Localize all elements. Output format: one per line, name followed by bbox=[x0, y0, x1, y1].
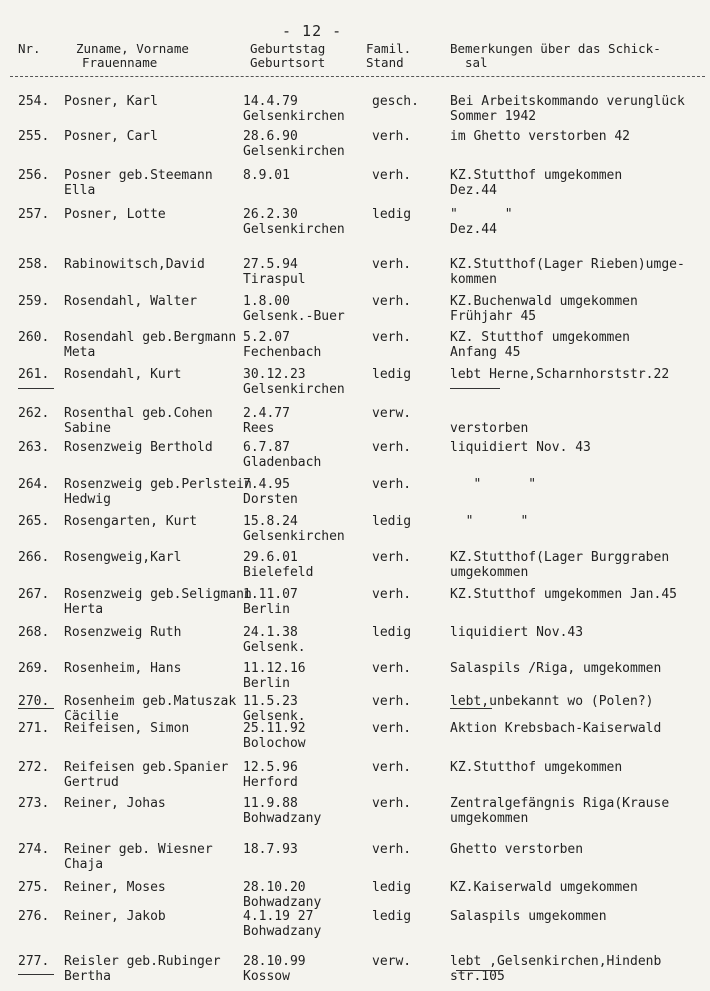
table-row bbox=[0, 367, 710, 403]
entry-name-line2: Gertrud bbox=[64, 775, 119, 790]
entry-birth-date: 11.12.16 bbox=[243, 661, 306, 676]
entry-number: 255. bbox=[18, 129, 50, 144]
entry-number: 272. bbox=[18, 760, 50, 775]
underline-mark-261 bbox=[18, 388, 54, 389]
entry-family-status: verh. bbox=[372, 796, 412, 811]
entry-birth-date: 18.7.93 bbox=[243, 842, 298, 857]
entry-remark: " " bbox=[450, 514, 529, 529]
header-stand-1: Famil. bbox=[366, 41, 412, 56]
entry-number: 268. bbox=[18, 625, 50, 640]
entry-name: Rosendahl, Walter bbox=[64, 294, 198, 309]
entry-remark: Zentralgefängnis Riga(Krause bbox=[450, 796, 670, 811]
entry-remark-line2: Anfang 45 bbox=[450, 345, 521, 360]
header-name-1: Zuname, Vorname bbox=[76, 41, 189, 56]
table-row bbox=[0, 796, 710, 832]
entry-number: 273. bbox=[18, 796, 50, 811]
entry-number: 257. bbox=[18, 207, 50, 222]
entry-birth-date: 12.5.96 bbox=[243, 760, 298, 775]
table-row bbox=[0, 330, 710, 366]
entry-name: Rosenheim geb.Matuszak bbox=[64, 694, 237, 709]
entry-name: Reiner, Moses bbox=[64, 880, 166, 895]
entry-remark-line2: umgekommen bbox=[450, 811, 529, 826]
entry-name: Rosenzweig Ruth bbox=[64, 625, 182, 640]
entry-number: 263. bbox=[18, 440, 50, 455]
table-row bbox=[0, 406, 710, 442]
entry-family-status: verh. bbox=[372, 842, 412, 857]
entry-remark-line2: Dez.44 bbox=[450, 183, 497, 198]
entry-name: Rosenzweig Berthold bbox=[64, 440, 213, 455]
entry-birth-place: Gelsenkirchen bbox=[243, 382, 345, 397]
entry-remark-line2: str.105 bbox=[450, 969, 505, 984]
entry-name: Reifeisen geb.Spanier bbox=[64, 760, 229, 775]
entry-birth-date: 1.11.07 bbox=[243, 587, 298, 602]
entry-birth-place: Berlin bbox=[243, 602, 290, 617]
entry-number: 274. bbox=[18, 842, 50, 857]
entry-number: 266. bbox=[18, 550, 50, 565]
entry-birth-date: 4.1.19 27 bbox=[243, 909, 314, 924]
entry-name: Rosendahl, Kurt bbox=[64, 367, 182, 382]
header-remarks-1: Bemerkungen über das Schick- bbox=[450, 41, 661, 56]
entry-name: Rosengarten, Kurt bbox=[64, 514, 198, 529]
entry-family-status: verh. bbox=[372, 721, 412, 736]
table-row bbox=[0, 168, 710, 204]
entry-family-status: ledig bbox=[372, 880, 412, 895]
entry-family-status: verh. bbox=[372, 477, 412, 492]
header-birth-1: Geburtstag bbox=[250, 41, 326, 56]
entry-birth-date: 28.10.20 bbox=[243, 880, 306, 895]
entry-name-line2: Hedwig bbox=[64, 492, 111, 507]
entry-number: 258. bbox=[18, 257, 50, 272]
entry-family-status: verh. bbox=[372, 330, 412, 345]
entry-family-status: ledig bbox=[372, 514, 412, 529]
entry-remark-line2: Sommer 1942 bbox=[450, 109, 537, 124]
entry-family-status: ledig bbox=[372, 207, 412, 222]
entry-remark: Aktion Krebsbach-Kaiserwald bbox=[450, 721, 662, 736]
entry-name: Reifeisen, Simon bbox=[64, 721, 190, 736]
entry-birth-date: 14.4.79 bbox=[243, 94, 298, 109]
entry-remark: Bei Arbeitskommando verunglück bbox=[450, 94, 685, 109]
entry-remark-line2: kommen bbox=[450, 272, 497, 287]
entry-birth-place: Bohwadzany bbox=[243, 895, 322, 910]
table-row bbox=[0, 207, 710, 243]
underline-mark-277-remark bbox=[456, 970, 498, 971]
entry-birth-date: 8.9.01 bbox=[243, 168, 290, 183]
entry-name: Reisler geb.Rubinger bbox=[64, 954, 221, 969]
entry-remark: " " bbox=[450, 207, 513, 222]
entry-family-status: verh. bbox=[372, 661, 412, 676]
entry-remark: KZ.Stutthof(Lager Rieben)umge- bbox=[450, 257, 685, 272]
table-row bbox=[0, 550, 710, 586]
entry-remark: KZ.Stutthof umgekommen Jan.45 bbox=[450, 587, 677, 602]
entry-birth-date: 1.8.00 bbox=[243, 294, 290, 309]
entry-birth-place: Tiraspul bbox=[243, 272, 306, 287]
entry-number: 277. bbox=[18, 954, 50, 969]
table-row bbox=[0, 721, 710, 757]
entry-birth-place: Gladenbach bbox=[243, 455, 322, 470]
entry-birth-place: Bohwadzany bbox=[243, 811, 322, 826]
entry-remark: KZ.Kaiserwald umgekommen bbox=[450, 880, 638, 895]
entry-number: 269. bbox=[18, 661, 50, 676]
entry-remark: Salaspils umgekommen bbox=[450, 909, 607, 924]
entry-name: Posner, Karl bbox=[64, 94, 158, 109]
entry-birth-place: Fechenbach bbox=[243, 345, 322, 360]
entry-birth-place: Berlin bbox=[243, 676, 290, 691]
entry-remark: Ghetto verstorben bbox=[450, 842, 584, 857]
entry-birth-date: 27.5.94 bbox=[243, 257, 298, 272]
entry-birth-place: Dorsten bbox=[243, 492, 298, 507]
entry-family-status: verh. bbox=[372, 587, 412, 602]
table-row bbox=[0, 842, 710, 878]
entry-number: 265. bbox=[18, 514, 50, 529]
entry-name: Posner, Lotte bbox=[64, 207, 166, 222]
entry-family-status: verh. bbox=[372, 129, 412, 144]
entry-name: Posner geb.Steemann bbox=[64, 168, 213, 183]
entry-family-status: gesch. bbox=[372, 94, 419, 109]
header-stand-2: Stand bbox=[366, 55, 404, 70]
entry-birth-date: 11.9.88 bbox=[243, 796, 298, 811]
header-nr: Nr. bbox=[18, 41, 41, 56]
table-row bbox=[0, 661, 710, 697]
table-row bbox=[0, 909, 710, 945]
header-rule bbox=[10, 76, 705, 77]
entry-birth-place: Gelsenk. bbox=[243, 640, 306, 655]
entry-family-status: verh. bbox=[372, 257, 412, 272]
entry-number: 262. bbox=[18, 406, 50, 421]
page-number: - 12 - bbox=[282, 22, 343, 40]
entry-remark: KZ.Buchenwald umgekommen bbox=[450, 294, 638, 309]
entry-remark: Salaspils /Riga, umgekommen bbox=[450, 661, 662, 676]
table-row bbox=[0, 514, 710, 550]
entry-birth-place: Gelsenkirchen bbox=[243, 529, 345, 544]
entry-name: Rosengweig,Karl bbox=[64, 550, 182, 565]
entry-remark-line2: umgekommen bbox=[450, 565, 529, 580]
underline-mark-277 bbox=[18, 974, 54, 975]
entry-number: 275. bbox=[18, 880, 50, 895]
table-row bbox=[0, 294, 710, 330]
table-row bbox=[0, 477, 710, 513]
entry-remark: lebt,unbekannt wo (Polen?) bbox=[450, 694, 654, 709]
entry-family-status: verw. bbox=[372, 406, 412, 421]
entry-name: Rosendahl geb.Bergmann bbox=[64, 330, 237, 345]
entry-birth-date: 26.2.30 bbox=[243, 207, 298, 222]
entry-name: Rosenzweig geb.Perlstein bbox=[64, 477, 252, 492]
entry-birth-date: 15.8.24 bbox=[243, 514, 298, 529]
underline-mark-261-remark bbox=[450, 388, 500, 389]
entry-name-line2: Herta bbox=[64, 602, 104, 617]
entry-remark-line2: verstorben bbox=[450, 421, 529, 436]
entry-family-status: verh. bbox=[372, 168, 412, 183]
table-row bbox=[0, 440, 710, 476]
entry-birth-place: Gelsenk. bbox=[243, 709, 306, 724]
entry-birth-place: Herford bbox=[243, 775, 298, 790]
entry-birth-place: Kossow bbox=[243, 969, 290, 984]
entry-remark: KZ. Stutthof umgekommen bbox=[450, 330, 631, 345]
table-row bbox=[0, 760, 710, 796]
entry-name-line2: Sabine bbox=[64, 421, 111, 436]
entry-remark: KZ.Stutthof(Lager Burggraben bbox=[450, 550, 670, 565]
entry-birth-place: Gelsenkirchen bbox=[243, 222, 345, 237]
entry-family-status: ledig bbox=[372, 909, 412, 924]
entry-number: 271. bbox=[18, 721, 50, 736]
underline-mark-270 bbox=[18, 708, 54, 709]
entry-birth-date: 7.4.95 bbox=[243, 477, 290, 492]
entry-number: 270. bbox=[18, 694, 50, 709]
entry-birth-date: 29.6.01 bbox=[243, 550, 298, 565]
entry-number: 267. bbox=[18, 587, 50, 602]
entry-name: Rosenthal geb.Cohen bbox=[64, 406, 213, 421]
entry-family-status: verh. bbox=[372, 550, 412, 565]
table-row bbox=[0, 954, 710, 990]
entry-family-status: verh. bbox=[372, 294, 412, 309]
entry-number: 259. bbox=[18, 294, 50, 309]
entry-birth-date: 11.5.23 bbox=[243, 694, 298, 709]
entry-family-status: ledig bbox=[372, 625, 412, 640]
entry-birth-place: Gelsenk.-Buer bbox=[243, 309, 345, 324]
entry-name-line2: Ella bbox=[64, 183, 96, 198]
entry-name-line2: Bertha bbox=[64, 969, 111, 984]
header-remarks-2: sal bbox=[465, 55, 488, 70]
table-row bbox=[0, 257, 710, 293]
entry-name-line2: Cäcilie bbox=[64, 709, 119, 724]
table-row bbox=[0, 129, 710, 165]
entry-remark-line2: Dez.44 bbox=[450, 222, 497, 237]
entry-number: 261. bbox=[18, 367, 50, 382]
underline-mark-270-remark bbox=[450, 708, 492, 709]
entry-number: 254. bbox=[18, 94, 50, 109]
entry-family-status: verh. bbox=[372, 760, 412, 775]
entry-name: Posner, Carl bbox=[64, 129, 158, 144]
entry-name-line2: Meta bbox=[64, 345, 96, 360]
entry-birth-place: Bohwadzany bbox=[243, 924, 322, 939]
entry-birth-place: Bielefeld bbox=[243, 565, 314, 580]
entry-number: 260. bbox=[18, 330, 50, 345]
entry-birth-place: Rees bbox=[243, 421, 275, 436]
entry-birth-place: Gelsenkirchen bbox=[243, 109, 345, 124]
entry-family-status: verw. bbox=[372, 954, 412, 969]
entry-remark: KZ.Stutthof umgekommen bbox=[450, 168, 623, 183]
table-row bbox=[0, 625, 710, 661]
entry-number: 276. bbox=[18, 909, 50, 924]
table-row bbox=[0, 587, 710, 623]
entry-remark: lebt ,Gelsenkirchen,Hindenb bbox=[450, 954, 662, 969]
entry-birth-place: Gelsenkirchen bbox=[243, 144, 345, 159]
entry-remark: " " bbox=[450, 477, 537, 492]
entry-number: 264. bbox=[18, 477, 50, 492]
entry-name: Reiner geb. Wiesner bbox=[64, 842, 213, 857]
entry-remark: liquidiert Nov. 43 bbox=[450, 440, 591, 455]
header-birth-2: Geburtsort bbox=[250, 55, 326, 70]
entry-name: Reiner, Johas bbox=[64, 796, 166, 811]
entry-birth-date: 24.1.38 bbox=[243, 625, 298, 640]
entry-remark-line2: Frühjahr 45 bbox=[450, 309, 537, 324]
entry-birth-date: 6.7.87 bbox=[243, 440, 290, 455]
entry-number: 256. bbox=[18, 168, 50, 183]
entry-name: Rosenheim, Hans bbox=[64, 661, 182, 676]
entry-birth-date: 25.11.92 bbox=[243, 721, 306, 736]
entry-remark: im Ghetto verstorben 42 bbox=[450, 129, 631, 144]
entry-remark: liquidiert Nov.43 bbox=[450, 625, 584, 640]
entry-birth-date: 30.12.23 bbox=[243, 367, 306, 382]
entry-family-status: verh. bbox=[372, 440, 412, 455]
entry-remark: lebt Herne,Scharnhorststr.22 bbox=[450, 367, 670, 382]
entry-family-status: verh. bbox=[372, 694, 412, 709]
entry-birth-date: 28.10.99 bbox=[243, 954, 306, 969]
entry-birth-date: 5.2.07 bbox=[243, 330, 290, 345]
entry-remark: KZ.Stutthof umgekommen bbox=[450, 760, 623, 775]
entry-birth-date: 2.4.77 bbox=[243, 406, 290, 421]
entry-name: Rosenzweig geb.Seligmann bbox=[64, 587, 252, 602]
entry-name-line2: Chaja bbox=[64, 857, 104, 872]
entry-name: Reiner, Jakob bbox=[64, 909, 166, 924]
header-name-2: Frauenname bbox=[82, 55, 158, 70]
entry-birth-date: 28.6.90 bbox=[243, 129, 298, 144]
table-row bbox=[0, 94, 710, 130]
entry-family-status: ledig bbox=[372, 367, 412, 382]
entry-birth-place: Bolochow bbox=[243, 736, 306, 751]
entry-name: Rabinowitsch,David bbox=[64, 257, 205, 272]
